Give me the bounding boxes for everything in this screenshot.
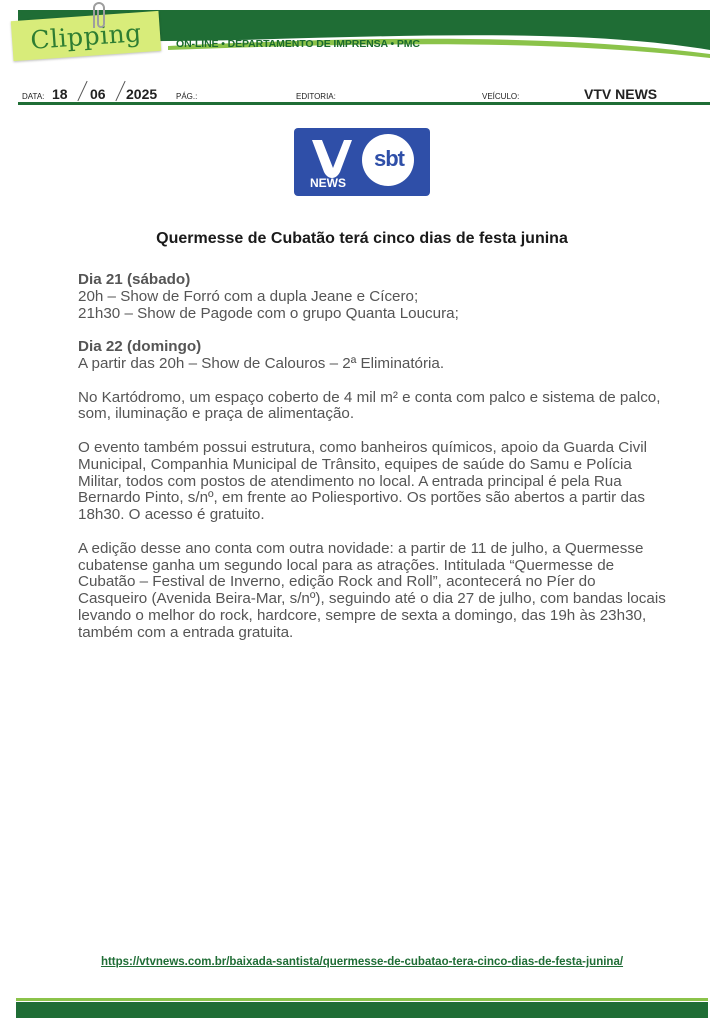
paperclip-icon — [86, 0, 110, 30]
article-title: Quermesse de Cubatão terá cinco dias de festa junina — [156, 230, 568, 247]
date-separator — [77, 81, 87, 101]
meta-divider — [18, 102, 710, 105]
veiculo-value: VTV NEWS — [584, 86, 658, 102]
meta-row — [20, 80, 712, 104]
editoria-label: EDITORIA: — [296, 92, 336, 101]
day22-block — [78, 339, 668, 373]
date-label: DATA: — [22, 92, 45, 101]
day21-line: 21h30 – Show de Pagode com o grupo Quanta Loucura; — [78, 304, 459, 322]
veiculo-label: VEÍCULO: — [482, 92, 520, 101]
logo-sbt-text: sbt — [374, 146, 404, 171]
paragraph: No Kartódromo, um espaço coberto de 4 mil m² e conta com palco e sistema de palco, som, iluminação e praça de alimentação. — [78, 388, 661, 423]
date-month: 06 — [90, 86, 106, 102]
paragraph: O evento também possui estrutura, como banheiros químicos, apoio da Guarda Civil Municipal, Companhia Municipal de Trânsito, equipes de saúde do Samu e Polícia Militar, todos com postos de atendimento no local. A entrada principal é pela Rua Bernardo Pinto, s/nº, em frente ao Poliesportivo. Os portões são abertos a partir das 18h30. O acesso é gratuito. — [78, 438, 647, 524]
day21-line: 20h – Show de Forró com a dupla Jeane e Cícero; — [78, 287, 419, 305]
day21-heading: Dia 21 (sábado) — [78, 271, 191, 288]
page-label: PÁG.: — [176, 92, 198, 101]
source-link[interactable]: https://vtvnews.com.br/baixada-santista/quermesse-de-cubatao-tera-cinco-dias-de-festa-junina/ — [100, 956, 624, 968]
article-body — [78, 272, 668, 658]
footer-bar — [16, 998, 708, 1018]
date-separator — [115, 81, 125, 101]
vtv-sbt-logo — [294, 128, 430, 196]
day21-block — [78, 272, 668, 322]
logo-news-text: NEWS — [310, 176, 346, 190]
day22-heading: Dia 22 (domingo) — [78, 338, 202, 356]
department-text: ON-LINE • DEPARTAMENTO DE IMPRENSA • PMC — [176, 38, 420, 50]
clipping-text: Clipping — [29, 17, 143, 55]
date-day: 18 — [52, 86, 68, 102]
day22-line: A partir das 20h – Show de Calouros – 2ª Eliminatória. — [78, 354, 445, 372]
paragraph: A edição desse ano conta com outra novidade: a partir de 11 de julho, a Quermesse cubatense ganha um segundo local para as atrações. Intitulada “Quermesse de Cubatão – Festival de Inverno, edição Rock and Roll”, acontecerá no Píer do Casqueiro (Avenida Beira-Mar, s/nº), seguindo até o dia 27 de julho, com bandas locais levando o melhor do rock, hardcore, sempre de sexta a domingo, das 19h às 23h30, também com a entrada gratuita. — [78, 539, 666, 641]
date-year: 2025 — [126, 86, 158, 102]
